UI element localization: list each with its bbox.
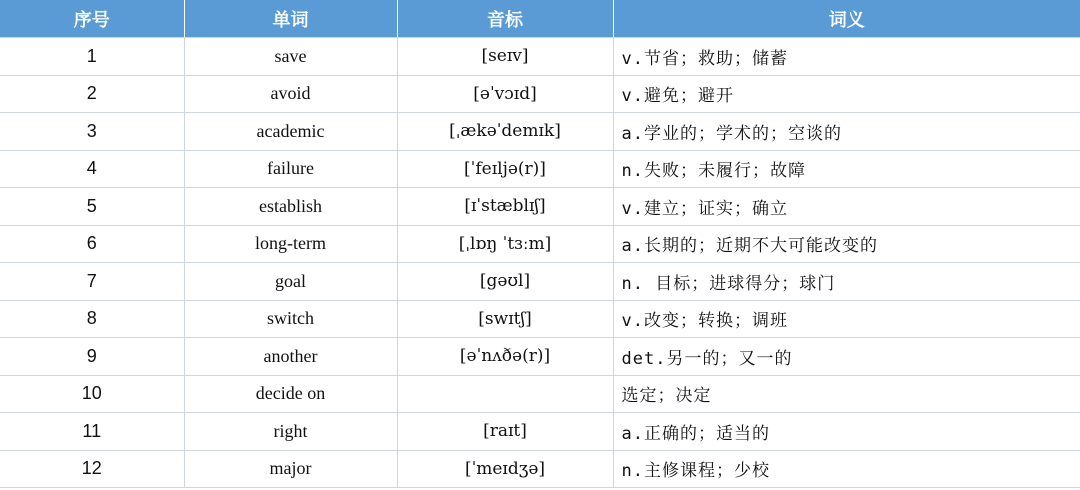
row-phonetic: [gəʊl]	[397, 263, 613, 301]
row-phonetic: [ɪˈstæblɪʃ]	[397, 188, 613, 226]
row-meaning: v.建立；证实；确立	[613, 188, 1080, 226]
row-phonetic: [ˈmeɪdʒə]	[397, 450, 613, 488]
table-row	[0, 225, 1080, 263]
row-index: 8	[0, 300, 184, 338]
row-meaning: a.正确的；适当的	[613, 413, 1080, 451]
table-row	[0, 450, 1080, 488]
header-phonetic: 音标	[397, 0, 613, 38]
table-body	[0, 38, 1080, 488]
row-index: 3	[0, 113, 184, 151]
row-phonetic: [ˌækəˈdemɪk]	[397, 113, 613, 151]
row-word: another	[184, 338, 397, 376]
row-index: 4	[0, 150, 184, 188]
row-index: 10	[0, 375, 184, 413]
row-word: academic	[184, 113, 397, 151]
row-word: avoid	[184, 75, 397, 113]
table-header-row	[0, 0, 1080, 38]
row-word: failure	[184, 150, 397, 188]
row-index: 2	[0, 75, 184, 113]
row-meaning: n.主修课程；少校	[613, 450, 1080, 488]
row-meaning: v.节省；救助；储蓄	[613, 38, 1080, 76]
row-phonetic: [ˈfeɪljə(r)]	[397, 150, 613, 188]
row-phonetic: [raɪt]	[397, 413, 613, 451]
table-row	[0, 338, 1080, 376]
row-index: 6	[0, 225, 184, 263]
table-row	[0, 263, 1080, 301]
row-index: 11	[0, 413, 184, 451]
row-index: 1	[0, 38, 184, 76]
row-meaning: a.长期的；近期不大可能改变的	[613, 225, 1080, 263]
header-word: 单词	[184, 0, 397, 38]
row-index: 9	[0, 338, 184, 376]
row-index: 5	[0, 188, 184, 226]
table-row	[0, 413, 1080, 451]
table-row	[0, 75, 1080, 113]
row-word: switch	[184, 300, 397, 338]
row-meaning: n.失败；未履行；故障	[613, 150, 1080, 188]
row-meaning: n. 目标；进球得分；球门	[613, 263, 1080, 301]
row-word: establish	[184, 188, 397, 226]
row-meaning: 选定；决定	[613, 375, 1080, 413]
row-phonetic	[397, 375, 613, 413]
row-meaning: v.避免；避开	[613, 75, 1080, 113]
row-meaning: a.学业的；学术的；空谈的	[613, 113, 1080, 151]
header-index: 序号	[0, 0, 184, 38]
table-row	[0, 38, 1080, 76]
row-word: save	[184, 38, 397, 76]
row-meaning: det.另一的；又一的	[613, 338, 1080, 376]
row-word: right	[184, 413, 397, 451]
header-meaning: 词义	[613, 0, 1080, 38]
row-index: 7	[0, 263, 184, 301]
row-index: 12	[0, 450, 184, 488]
row-word: goal	[184, 263, 397, 301]
row-word: long-term	[184, 225, 397, 263]
row-phonetic: [əˈvɔɪd]	[397, 75, 613, 113]
table-row	[0, 375, 1080, 413]
row-phonetic: [seɪv]	[397, 38, 613, 76]
table-row	[0, 188, 1080, 226]
row-word: decide on	[184, 375, 397, 413]
row-meaning: v.改变；转换；调班	[613, 300, 1080, 338]
row-phonetic: [əˈnʌðə(r)]	[397, 338, 613, 376]
table-row	[0, 150, 1080, 188]
row-phonetic: [swɪtʃ]	[397, 300, 613, 338]
table-row	[0, 300, 1080, 338]
row-word: major	[184, 450, 397, 488]
row-phonetic: [ˌlɒŋ ˈtɜːm]	[397, 225, 613, 263]
table-row	[0, 113, 1080, 151]
